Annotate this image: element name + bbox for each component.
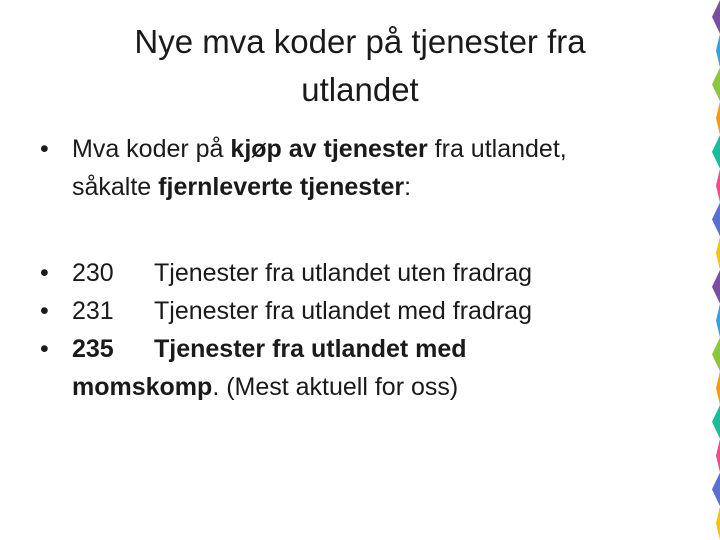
code-bullet-231 — [40, 292, 680, 330]
intro-bold-1: kjøp av tjenester — [230, 135, 428, 163]
intro-text-1: Mva koder på — [72, 135, 231, 163]
code-description-note: . (Mest aktuell for oss) — [212, 373, 459, 401]
intro-text-3: såkalte — [72, 173, 159, 201]
code-description: Tjenester fra utlandet med fradrag — [154, 297, 532, 325]
slide-title — [60, 18, 660, 114]
code-number: 235 — [72, 335, 114, 363]
code-number: 230 — [72, 259, 114, 287]
bullet-list — [40, 130, 680, 406]
code-bullet-230 — [40, 254, 680, 292]
code-bullet-235 — [40, 330, 680, 406]
intro-text-4: : — [404, 173, 412, 201]
intro-bold-2: fjernleverte tjenester — [158, 173, 405, 201]
spacer — [40, 206, 680, 254]
code-number: 231 — [72, 297, 114, 325]
intro-text-2: fra utlandet, — [427, 135, 567, 163]
decorative-border — [706, 0, 720, 540]
code-description: Tjenester fra utlandet med — [154, 335, 467, 363]
title-line-1: Nye mva koder på tjenester fra — [134, 23, 586, 60]
code-description: Tjenester fra utlandet uten fradrag — [154, 259, 533, 287]
title-line-2: utlandet — [301, 71, 419, 108]
intro-bullet — [40, 130, 680, 206]
code-description-bold: momskomp — [72, 373, 213, 401]
